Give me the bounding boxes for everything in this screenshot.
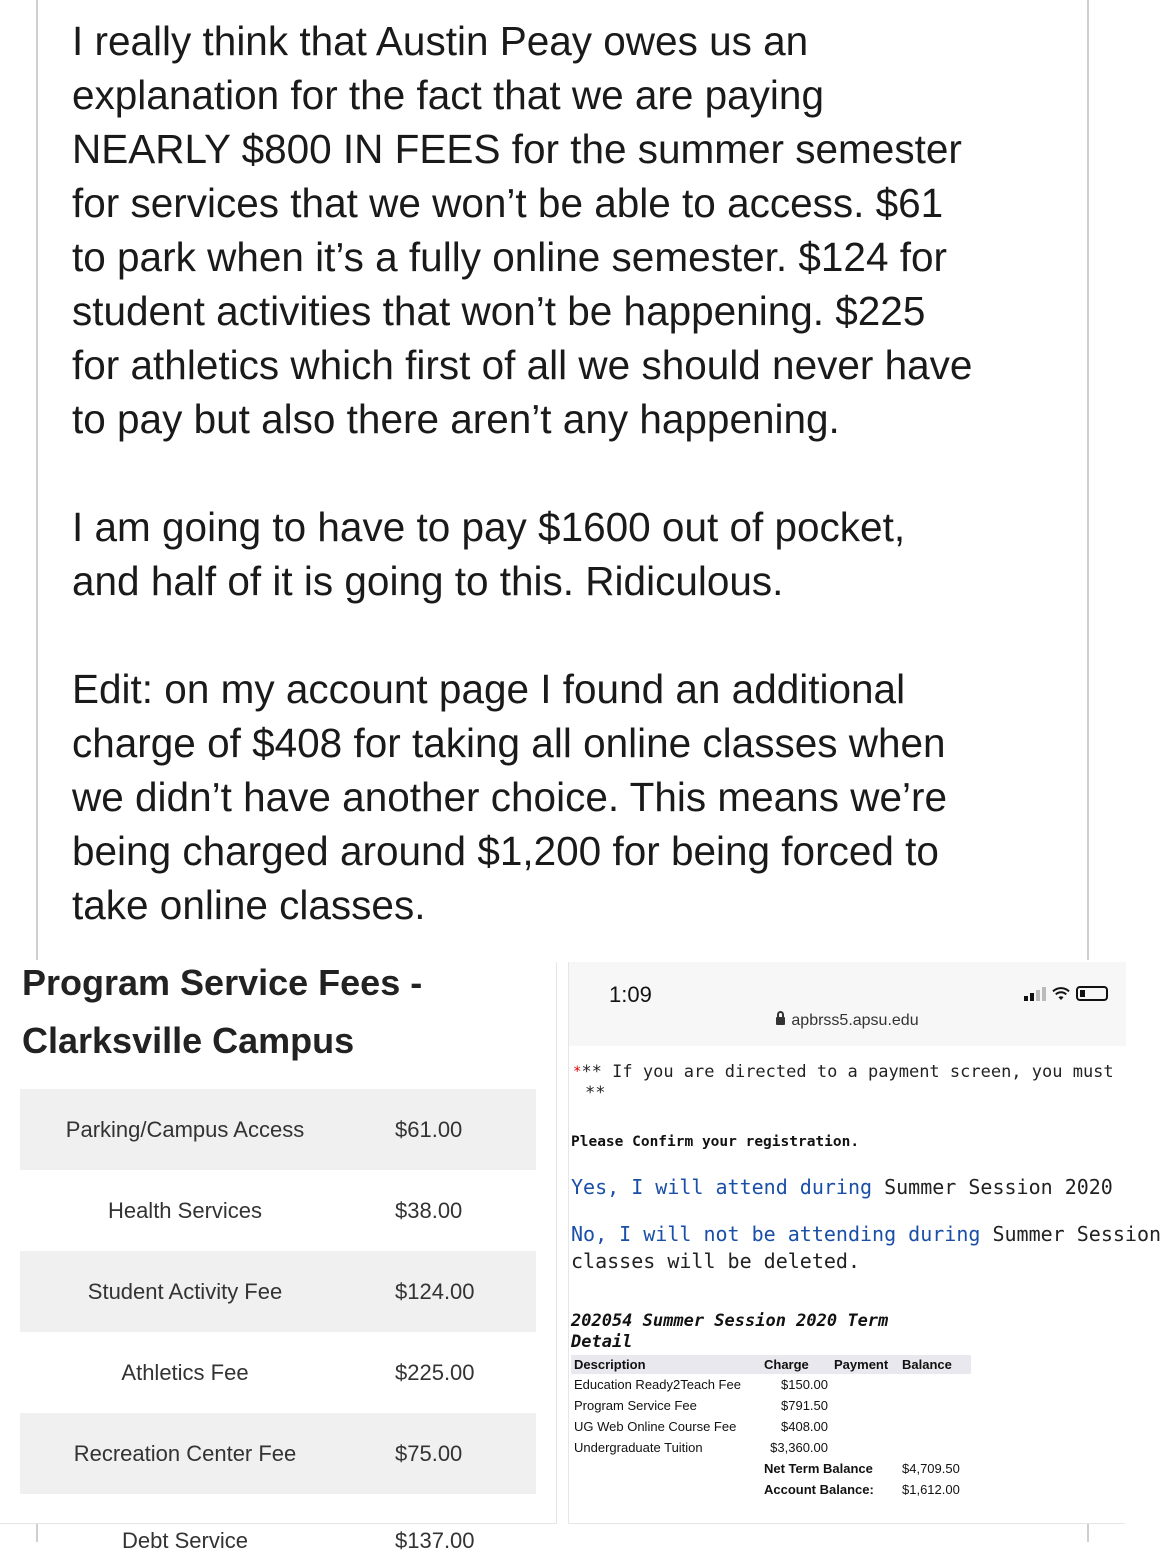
notice-line: ** (585, 1083, 606, 1103)
fee-row (20, 1494, 536, 1554)
fee-amount: $124.00 (395, 1278, 475, 1304)
attend-no-link[interactable]: No, I will not be attending during (571, 1222, 981, 1246)
fee-name: Student Activity Fee (87, 1278, 283, 1304)
post-paragraph: I am going to have to pay $1600 out of pocket, and half of it is going to this. Ridiculous. (72, 504, 906, 604)
col-description: Description (571, 1355, 761, 1374)
fees-screenshot (0, 962, 557, 1553)
billing-description: Program Service Fee (574, 1398, 697, 1413)
phone-screenshot (568, 962, 1161, 1524)
fee-row (20, 1413, 536, 1494)
fee-name: Debt Service (122, 1528, 248, 1553)
fee-name: Health Services (107, 1197, 263, 1223)
fee-amount: $61.00 (395, 1116, 463, 1142)
status-icons (1024, 986, 1108, 1001)
col-balance: Balance (899, 1355, 971, 1374)
billing-description: Undergraduate Tuition (574, 1440, 703, 1455)
fee-amount: $38.00 (395, 1197, 463, 1223)
confirm-heading: Please Confirm your registration. (571, 1134, 860, 1150)
post-paragraph: Edit: on my account page I found an additional charge of $408 for taking all online classes when we didn’t have another choice. This means we’re being charged around $1,200 for being forced to take online classes. (72, 666, 947, 928)
account-balance-label: Account Balance: (764, 1482, 874, 1497)
billing-row (571, 1437, 971, 1458)
battery-icon (1076, 986, 1108, 1001)
billing-charge: $3,360.00 (770, 1440, 828, 1455)
attend-no-text-line2: classes will be deleted. (571, 1249, 860, 1273)
billing-row (571, 1374, 971, 1395)
col-payment: Payment (831, 1355, 899, 1374)
required-star: * (573, 1064, 582, 1080)
lock-icon (776, 1017, 785, 1025)
billing-charge: $408.00 (781, 1419, 828, 1434)
wifi-icon (1052, 987, 1070, 1001)
post-body (72, 14, 1072, 932)
account-balance-value: $1,612.00 (902, 1482, 960, 1497)
notice-line: ** If you are directed to a payment screen, you must (581, 1062, 1114, 1082)
billing-header-row (571, 1355, 971, 1374)
fee-name: Athletics Fee (121, 1359, 249, 1385)
signal-icon (1024, 987, 1046, 1001)
attend-yes-text: Summer Session 2020 (872, 1175, 1113, 1199)
attend-yes-link[interactable]: Yes, I will attend during (571, 1175, 873, 1199)
billing-row (571, 1395, 971, 1416)
fee-name: Recreation Center Fee (73, 1440, 297, 1466)
address-bar[interactable] (569, 1012, 1126, 1046)
account-balance-row (571, 1479, 971, 1500)
fee-amount: $75.00 (395, 1440, 463, 1466)
fees-title: Program Service Fees - Clarksville Campus (22, 962, 423, 1061)
url-text: apbrss5.apsu.edu (791, 1012, 919, 1029)
frame-divider-left (36, 0, 38, 960)
fee-name: Parking/Campus Access (65, 1116, 305, 1142)
fee-row (20, 1251, 536, 1332)
post-paragraph: I really think that Austin Peay owes us an explanation for the fact that we are paying NEARLY $800 IN FEES for the summer semester for services that we won’t be able to access. $61 to park when it’s a fully online semester. $124 for student activities that won’t be happening. $225 for athletics which first of all we should never have to pay but also there aren’t any happening. (72, 18, 973, 442)
frame-divider-right-bottom (1087, 1522, 1089, 1542)
frame-divider-right (1087, 0, 1089, 960)
billing-description: Education Ready2Teach Fee (574, 1377, 741, 1392)
fees-table (20, 1089, 536, 1554)
net-term-row (571, 1458, 971, 1479)
term-detail-title: 202054 Summer Session 2020 Term Detail (571, 1311, 889, 1352)
fee-row (20, 1170, 536, 1251)
billing-row (571, 1416, 971, 1437)
billing-description: UG Web Online Course Fee (574, 1419, 737, 1434)
attend-no-text: Summer Session (980, 1222, 1161, 1246)
net-term-value: $4,709.50 (902, 1461, 960, 1476)
fee-row (20, 1089, 536, 1170)
col-charge: Charge (761, 1355, 831, 1374)
attend-yes-option (571, 1174, 1113, 1201)
attend-no-option (571, 1221, 1161, 1275)
status-time: 1:09 (609, 982, 652, 1007)
billing-charge: $791.50 (781, 1398, 828, 1413)
fee-row (20, 1332, 536, 1413)
billing-table (571, 1355, 971, 1500)
net-term-label: Net Term Balance (764, 1461, 873, 1476)
payment-notice (573, 1062, 1114, 1104)
fee-amount: $137.00 (395, 1528, 475, 1553)
billing-charge: $150.00 (781, 1377, 828, 1392)
fee-amount: $225.00 (395, 1359, 475, 1385)
